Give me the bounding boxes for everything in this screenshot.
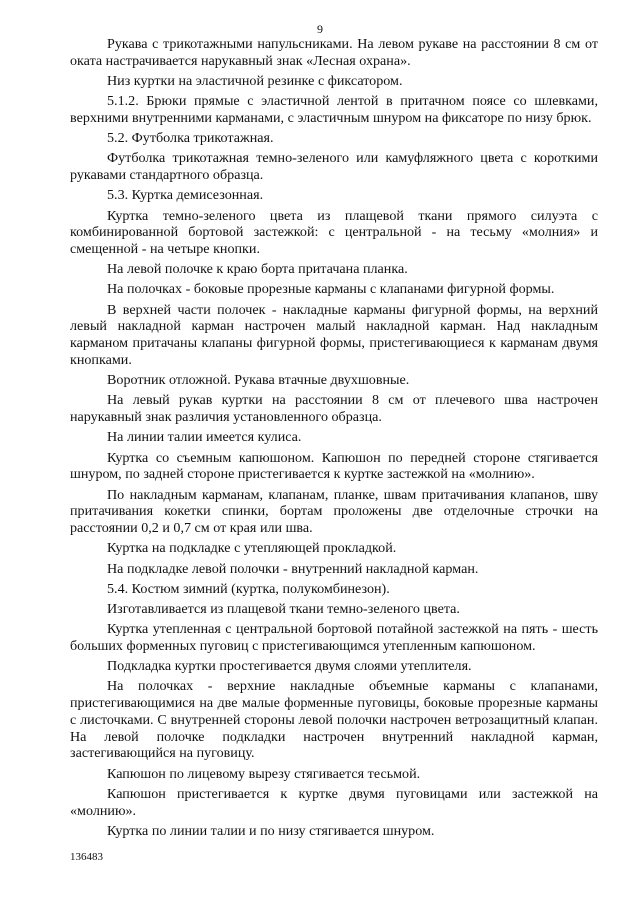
paragraph: На полочках - верхние накладные объемные карманы с клапанами, пристегивающимися на две малые форменные пуговицы, боковые прорезные карманы с листочками. С внутренней стороны левой полочки настрочен ветрозащитный клапан. На левой полочке подкладки настрочен внутренний накладной карман, застегивающийся на пуговицу. bbox=[70, 678, 598, 762]
paragraph: Подкладка куртки простегивается двумя слоями утеплителя. bbox=[107, 658, 472, 675]
paragraph: Куртка на подкладке с утепляющей прокладкой. bbox=[107, 540, 397, 557]
document-body bbox=[70, 36, 598, 843]
paragraph: Куртка со съемным капюшоном. Капюшон по передней стороне стягивается шнуром, по задней стороне пристегивается к куртке застежкой на «молнию». bbox=[70, 449, 598, 483]
paragraph: Капюшон по лицевому вырезу стягивается тесьмой. bbox=[107, 765, 421, 782]
section-heading: 5.2. Футболка трикотажная. bbox=[107, 130, 274, 147]
paragraph: По накладным карманам, клапанам, планке, швам притачивания клапанов, шву притачивания кокетки спинки, бортам проложены две отделочные строчки на расстоянии 0,2 и 0,7 см от края или шва. bbox=[70, 486, 598, 537]
paragraph: Куртка по линии талии и по низу стягивается шнуром. bbox=[107, 822, 435, 839]
paragraph: На подкладке левой полочки - внутренний накладной карман. bbox=[107, 560, 479, 577]
section-heading: 5.3. Куртка демисезонная. bbox=[107, 187, 264, 204]
paragraph: В верхней части полочек - накладные карманы фигурной формы, на верхний левый накладной карман настрочен малый накладной карман. Над накладным карманом притачаны клапаны фигурной формы, пристегивающиеся к карманам двумя кнопками. bbox=[70, 301, 598, 369]
document-code: 136483 bbox=[70, 851, 103, 863]
page-number: 9 bbox=[317, 22, 323, 36]
paragraph: Капюшон пристегивается к куртке двумя пуговицами или застежкой на «молнию». bbox=[70, 785, 598, 819]
paragraph: На левый рукав куртки на расстоянии 8 см от плечевого шва настрочен нарукавный знак различия установленного образца. bbox=[70, 392, 598, 426]
paragraph: Низ куртки на эластичной резинке с фиксатором. bbox=[107, 72, 403, 89]
paragraph: Рукава с трикотажными напульсниками. На левом рукаве на расстоянии 8 см от оката настрачивается нарукавный знак «Лесная охрана». bbox=[70, 36, 598, 69]
paragraph: Воротник отложной. Рукава втачные двухшовные. bbox=[107, 372, 410, 389]
paragraph: Куртка утепленная с центральной бортовой потайной застежкой на пять - шесть больших форменных пуговиц с пристегивающимся утепленным капюшоном. bbox=[70, 621, 598, 654]
section-heading: 5.4. Костюм зимний (куртка, полукомбинезон). bbox=[107, 580, 390, 597]
paragraph: Футболка трикотажная темно-зеленого или камуфляжного цвета с короткими рукавами стандартного образца. bbox=[70, 150, 598, 184]
paragraph: На полочках - боковые прорезные карманы с клапанами фигурной формы. bbox=[107, 281, 555, 298]
paragraph: Куртка темно-зеленого цвета из плащевой ткани прямого силуэта с комбинированной бортовой застежкой: с центральной - на тесьму «молния» и смещенной - на четыре кнопки. bbox=[70, 207, 598, 258]
paragraph: 5.1.2. Брюки прямые с эластичной лентой в притачном поясе со шлевками, верхними внутренними карманами, с эластичным шнуром на фиксаторе по низу брюк. bbox=[70, 93, 598, 126]
paragraph: На линии талии имеется кулиса. bbox=[107, 429, 302, 446]
paragraph: Изготавливается из плащевой ткани темно-зеленого цвета. bbox=[107, 600, 460, 617]
paragraph: На левой полочке к краю борта притачана планка. bbox=[107, 261, 408, 278]
